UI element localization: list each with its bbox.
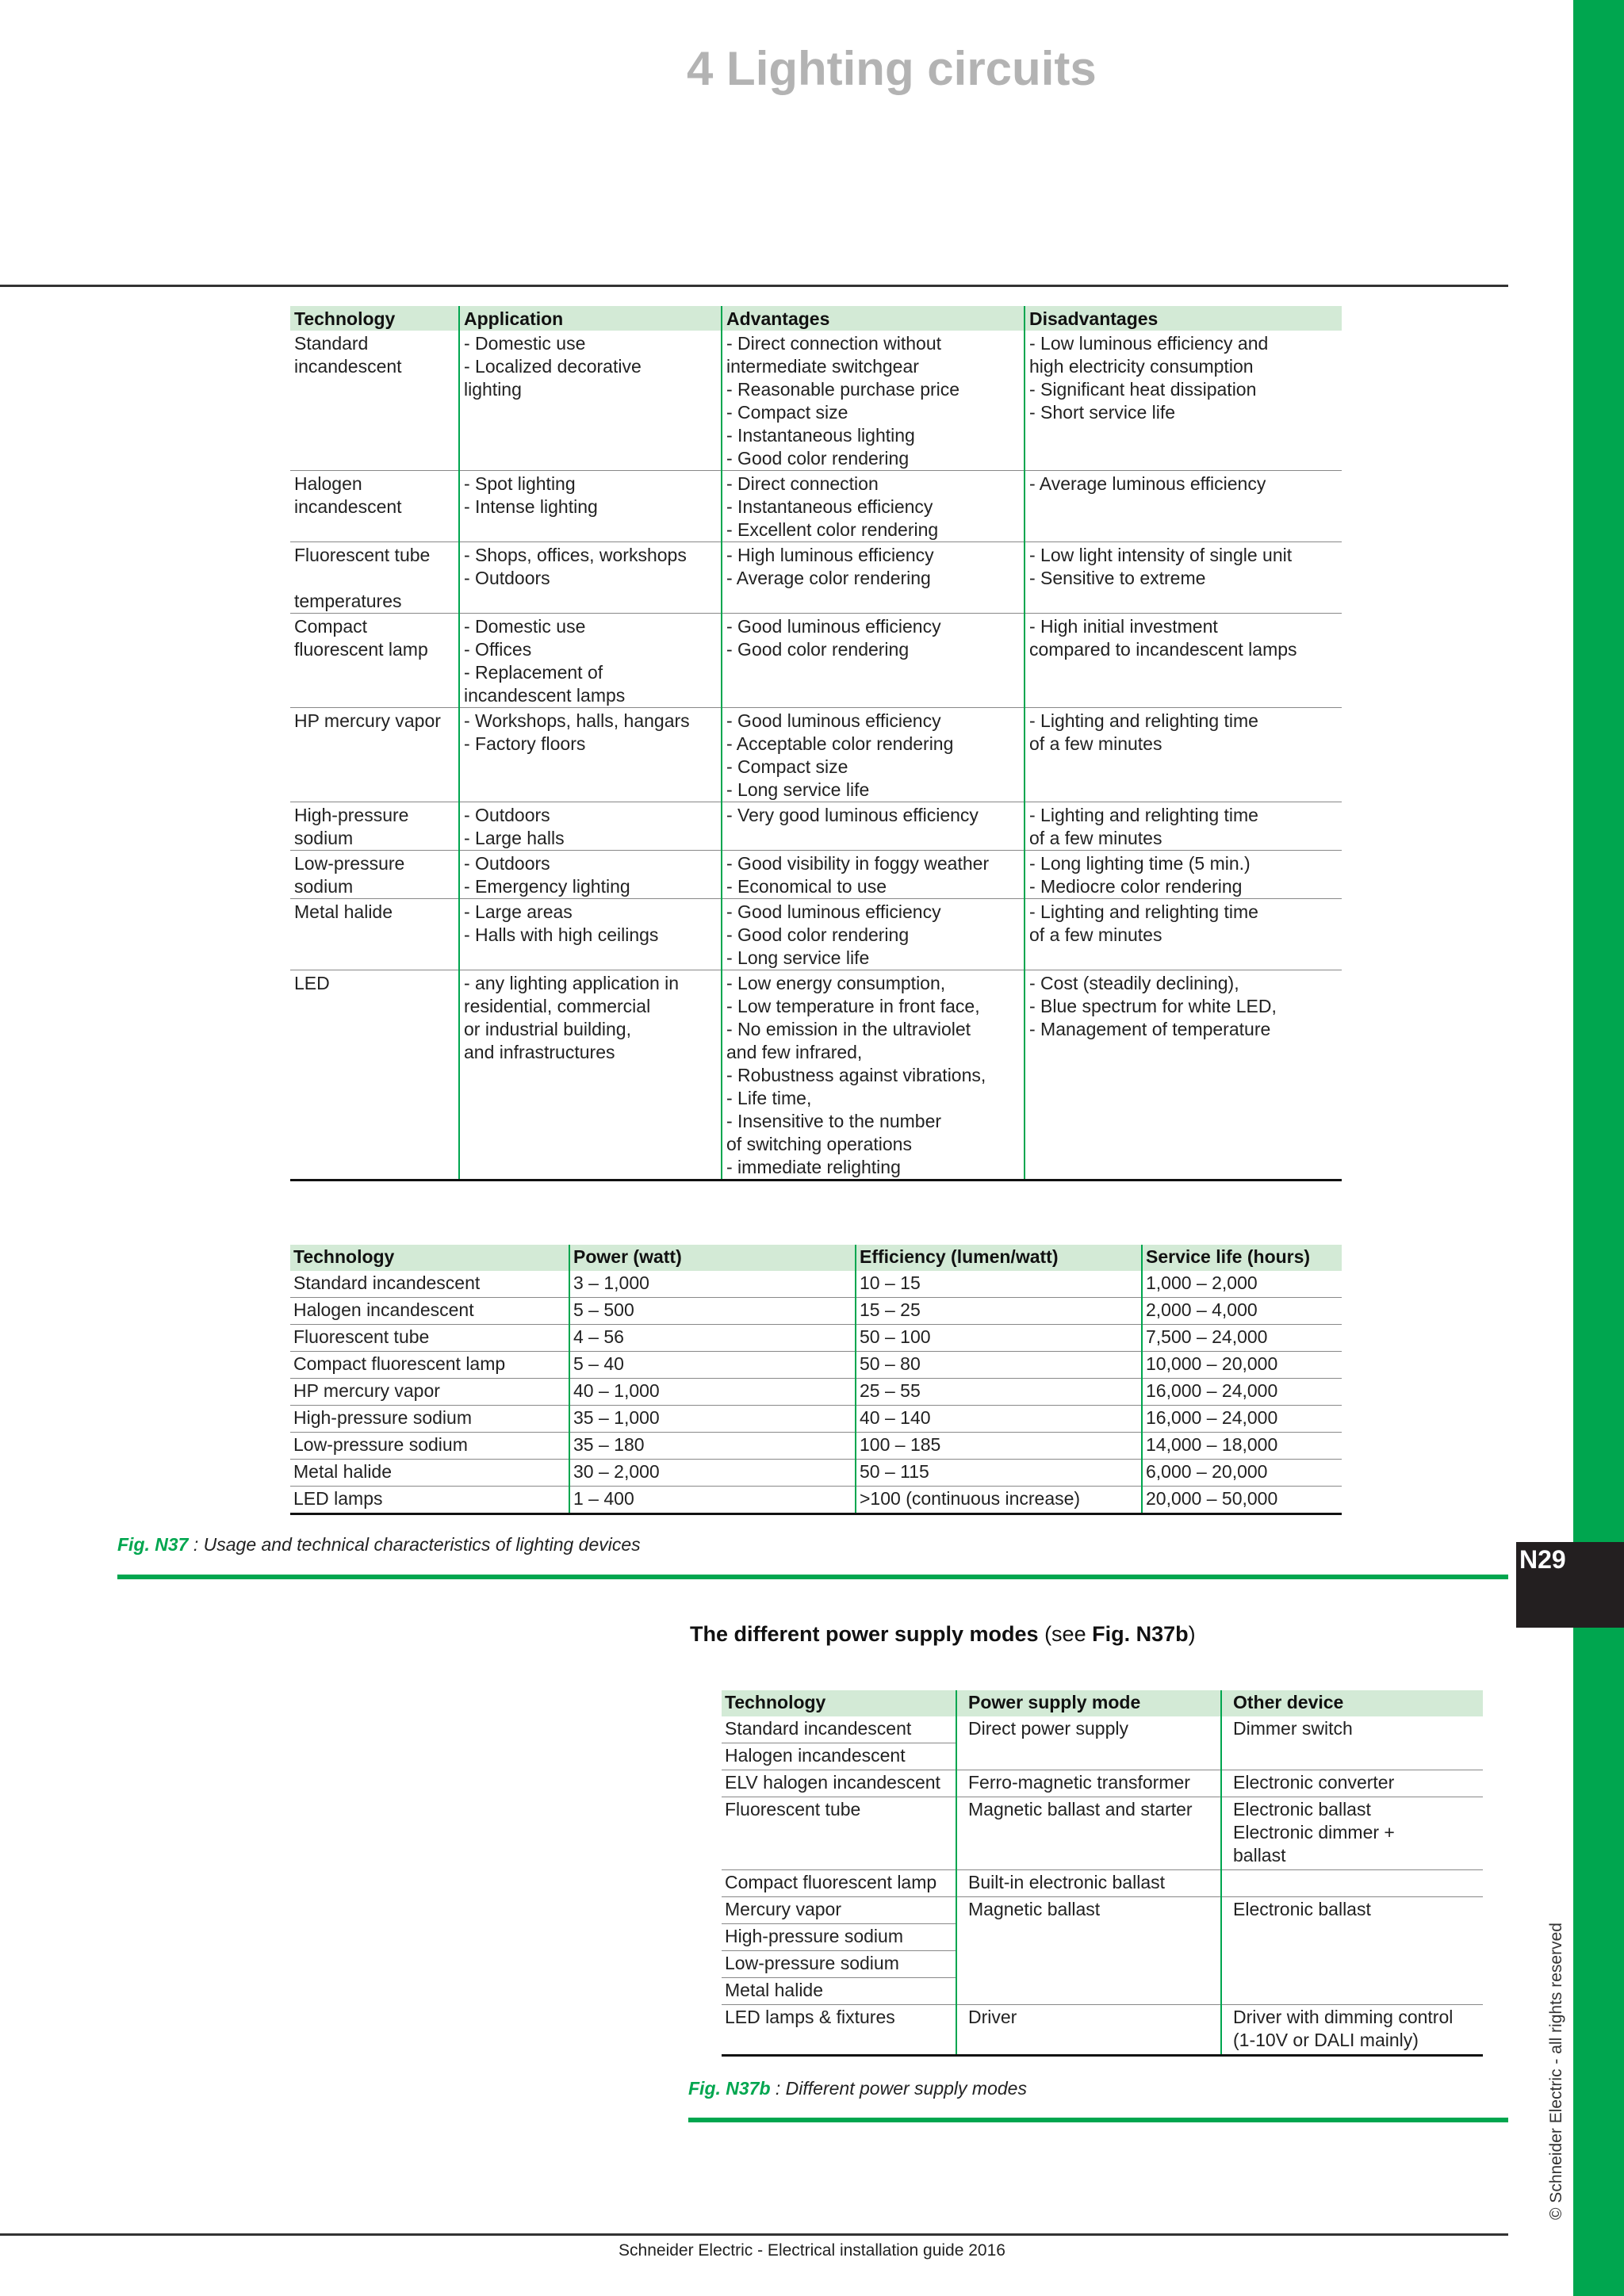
cell: 16,000 – 24,000	[1146, 1380, 1278, 1401]
cell: Magnetic ballast and starter	[956, 1797, 1221, 1870]
cell: Standard incandescent	[722, 1716, 956, 1743]
table-header-row	[290, 306, 1342, 331]
cell: Metal halide	[722, 1978, 956, 2005]
table-row	[290, 802, 1342, 851]
cell: 35 – 180	[569, 1433, 856, 1460]
cell: - Direct connection without intermediate switchgear - Reasonable purchase price - Compact size - Instantaneous lighting - Good color rendering	[722, 331, 1025, 471]
table-row	[290, 1460, 1342, 1487]
cell: - Spot lighting - Intense lighting	[459, 471, 722, 542]
header-application: Application	[459, 306, 722, 331]
cell: Metal halide	[290, 899, 459, 970]
header-power-supply-mode: Power supply mode	[956, 1690, 1221, 1716]
green-rule	[688, 2118, 1508, 2122]
cell: 5 – 40	[569, 1352, 856, 1379]
cell: - Low light intensity of single unit - Sensitive to extreme	[1029, 545, 1293, 588]
header-advantages: Advantages	[722, 306, 1025, 331]
cell: - Direct connection - Instantaneous efficiency - Excellent color rendering	[722, 471, 1025, 542]
table-row	[290, 1325, 1342, 1352]
cell: - any lighting application in residential, commercial or industrial building, and infrastructures	[459, 970, 722, 1181]
bottom-rule	[0, 2233, 1508, 2236]
header-power: Power (watt)	[569, 1245, 856, 1271]
cell: - Cost (steadily declining), - Blue spectrum for white LED, - Management of temperature	[1029, 973, 1277, 1039]
figure-reference: Fig. N37b	[1092, 1622, 1189, 1646]
cell: - Outdoors - Large halls	[459, 802, 722, 851]
cell: Electronic converter	[1221, 1770, 1483, 1797]
header-service-life: Service life (hours)	[1142, 1245, 1342, 1271]
table-row	[722, 1716, 1483, 1743]
header-efficiency: Efficiency (lumen/watt)	[856, 1245, 1142, 1271]
cell: Fluorescent tube	[290, 1325, 569, 1352]
cell: - Good luminous efficiency - Good color rendering - Long service life	[722, 899, 1025, 970]
cell	[1221, 1870, 1483, 1897]
table-row	[290, 1352, 1342, 1379]
cell: 1 – 400	[569, 1487, 856, 1514]
cell: 15 – 25	[856, 1298, 1142, 1325]
header-other-device: Other device	[1221, 1690, 1483, 1716]
cell: Low-pressure sodium	[290, 1433, 569, 1460]
cell: - Large areas - Halls with high ceilings	[459, 899, 722, 970]
page-number-tab: N29	[1516, 1542, 1624, 1628]
table-row	[290, 542, 1342, 614]
cell: HP mercury vapor	[290, 1379, 569, 1406]
cell: 50 – 80	[856, 1352, 1142, 1379]
page-footer: Schneider Electric - Electrical installation guide 2016	[619, 2241, 1005, 2260]
table-row	[722, 1797, 1483, 1870]
cell: - High initial investment compared to incandescent lamps	[1029, 616, 1297, 660]
cell: Low-pressure sodium	[290, 851, 459, 899]
cell: 7,500 – 24,000	[1146, 1326, 1268, 1347]
cell: - Average luminous efficiency	[1029, 473, 1266, 494]
table-row	[722, 1870, 1483, 1897]
cell: 40 – 140	[856, 1406, 1142, 1433]
table-row	[290, 899, 1342, 970]
cell: Fluorescent tube temperatures	[290, 542, 459, 614]
cell: Fluorescent tube	[722, 1797, 956, 1870]
cell: Halogen incandescent	[722, 1743, 956, 1770]
cell: Halogen incandescent	[290, 1298, 569, 1325]
top-rule	[0, 285, 1508, 287]
cell: High-pressure sodium	[290, 802, 459, 851]
cell: - Low energy consumption, - Low temperature in front face, - No emission in the ultraviolet and few infrared, - Robustness against vibrations, - Life time, - Insensitive to the number of switching operations - immediate relighting	[722, 970, 1025, 1181]
cell: Compact fluorescent lamp	[290, 1352, 569, 1379]
table-row	[290, 331, 1342, 471]
cell: - Good luminous efficiency - Good color rendering	[722, 614, 1025, 708]
cell: 14,000 – 18,000	[1146, 1434, 1278, 1455]
cell: HP mercury vapor	[290, 708, 459, 802]
table-row	[290, 970, 1342, 1181]
cell: Magnetic ballast	[956, 1897, 1221, 2005]
cell: - Good luminous efficiency - Acceptable color rendering - Compact size - Long service life	[722, 708, 1025, 802]
green-rule	[117, 1575, 1508, 1579]
figure-caption-n37b	[688, 2078, 1027, 2099]
cell: 2,000 – 4,000	[1146, 1299, 1258, 1320]
cell: 5 – 500	[569, 1298, 856, 1325]
cell: LED lamps & fixtures	[722, 2005, 956, 2056]
section-title: The different power supply modes	[690, 1622, 1039, 1646]
figure-label: Fig. N37b	[688, 2078, 771, 2099]
cell: 40 – 1,000	[569, 1379, 856, 1406]
header-technology: Technology	[290, 1245, 569, 1271]
cell: Halogen incandescent	[290, 471, 459, 542]
cell: - Long lighting time (5 min.) - Mediocre color rendering	[1029, 853, 1251, 897]
table-row	[290, 708, 1342, 802]
figure-caption-text: : Different power supply modes	[770, 2078, 1027, 2099]
lighting-characteristics-table	[290, 1245, 1342, 1515]
header-disadvantages: Disadvantages	[1025, 306, 1342, 331]
cell: Metal halide	[290, 1460, 569, 1487]
section-title-rest: (see	[1038, 1622, 1093, 1646]
table-row	[722, 1897, 1483, 1924]
table-header-row	[722, 1690, 1483, 1716]
table-row	[290, 1379, 1342, 1406]
table-row	[290, 1406, 1342, 1433]
cell: - Workshops, halls, hangars - Factory floors	[459, 708, 722, 802]
header-technology: Technology	[290, 306, 459, 331]
cell: 50 – 100	[856, 1325, 1142, 1352]
cell: Direct power supply	[956, 1716, 1221, 1770]
cell: 20,000 – 50,000	[1146, 1488, 1278, 1509]
cell: - Domestic use - Localized decorative lighting	[459, 331, 722, 471]
cell: 4 – 56	[569, 1325, 856, 1352]
cell: Electronic ballast Electronic dimmer + ballast	[1221, 1797, 1483, 1870]
cell: Driver with dimming control (1-10V or DALI mainly)	[1221, 2005, 1483, 2056]
cell: LED lamps	[290, 1487, 569, 1514]
cell: - Good visibility in foggy weather - Economical to use	[722, 851, 1025, 899]
cell: 6,000 – 20,000	[1146, 1461, 1268, 1482]
cell: 100 – 185	[856, 1433, 1142, 1460]
table-row	[290, 1298, 1342, 1325]
table-row	[290, 614, 1342, 708]
table-row	[290, 1271, 1342, 1298]
cell: - Domestic use - Offices - Replacement of incandescent lamps	[459, 614, 722, 708]
cell: - Lighting and relighting time of a few minutes	[1029, 710, 1258, 754]
cell: Mercury vapor	[722, 1897, 956, 1924]
header-technology: Technology	[722, 1690, 956, 1716]
cell: - Lighting and relighting time of a few minutes	[1029, 805, 1258, 848]
figure-label: Fig. N37	[117, 1534, 189, 1555]
cell: Driver	[956, 2005, 1221, 2056]
cell: ELV halogen incandescent	[722, 1770, 956, 1797]
copyright-notice: © Schneider Electric - all rights reserved	[1547, 1923, 1565, 2220]
cell: 35 – 1,000	[569, 1406, 856, 1433]
cell: LED	[290, 970, 459, 1181]
table-row	[290, 1487, 1342, 1514]
section-heading	[690, 1622, 1196, 1647]
table-row	[290, 1433, 1342, 1460]
cell: 10,000 – 20,000	[1146, 1353, 1278, 1374]
cell: High-pressure sodium	[290, 1406, 569, 1433]
table-header-row	[290, 1245, 1342, 1271]
cell: Compact fluorescent lamp	[722, 1870, 956, 1897]
table-row	[722, 1770, 1483, 1797]
power-supply-modes-table	[722, 1690, 1483, 2057]
cell: Ferro-magnetic transformer	[956, 1770, 1221, 1797]
cell: 10 – 15	[856, 1271, 1142, 1298]
cell: Standard incandescent	[290, 331, 459, 471]
lighting-usage-table	[290, 306, 1342, 1181]
table-row	[722, 2005, 1483, 2056]
table-row	[290, 471, 1342, 542]
cell: 16,000 – 24,000	[1146, 1407, 1278, 1428]
cell: 25 – 55	[856, 1379, 1142, 1406]
figure-caption-n37	[117, 1534, 641, 1556]
cell: 3 – 1,000	[569, 1271, 856, 1298]
cell: Standard incandescent	[290, 1271, 569, 1298]
cell: Low-pressure sodium	[722, 1951, 956, 1978]
chapter-title: 4 Lighting circuits	[687, 42, 1097, 95]
section-title-close: )	[1188, 1622, 1196, 1646]
cell: - Outdoors - Emergency lighting	[459, 851, 722, 899]
figure-caption-text: : Usage and technical characteristics of lighting devices	[188, 1534, 641, 1555]
cell: Electronic ballast	[1221, 1897, 1483, 2005]
cell: - High luminous efficiency - Average color rendering	[722, 542, 1025, 614]
cell: - Low luminous efficiency and high electricity consumption - Significant heat dissipation - Short service life	[1029, 333, 1269, 423]
cell: 50 – 115	[856, 1460, 1142, 1487]
side-color-bar	[1573, 0, 1624, 2296]
cell: - Shops, offices, workshops - Outdoors	[459, 542, 722, 614]
cell: - Lighting and relighting time of a few minutes	[1029, 901, 1258, 945]
cell: Built-in electronic ballast	[956, 1870, 1221, 1897]
cell: 1,000 – 2,000	[1146, 1272, 1258, 1293]
cell: High-pressure sodium	[722, 1924, 956, 1951]
cell: Dimmer switch	[1221, 1716, 1483, 1770]
cell: 30 – 2,000	[569, 1460, 856, 1487]
cell: >100 (continuous increase)	[856, 1487, 1142, 1514]
table-row	[290, 851, 1342, 899]
cell: Compact fluorescent lamp	[290, 614, 459, 708]
cell: - Very good luminous efficiency	[722, 802, 1025, 851]
